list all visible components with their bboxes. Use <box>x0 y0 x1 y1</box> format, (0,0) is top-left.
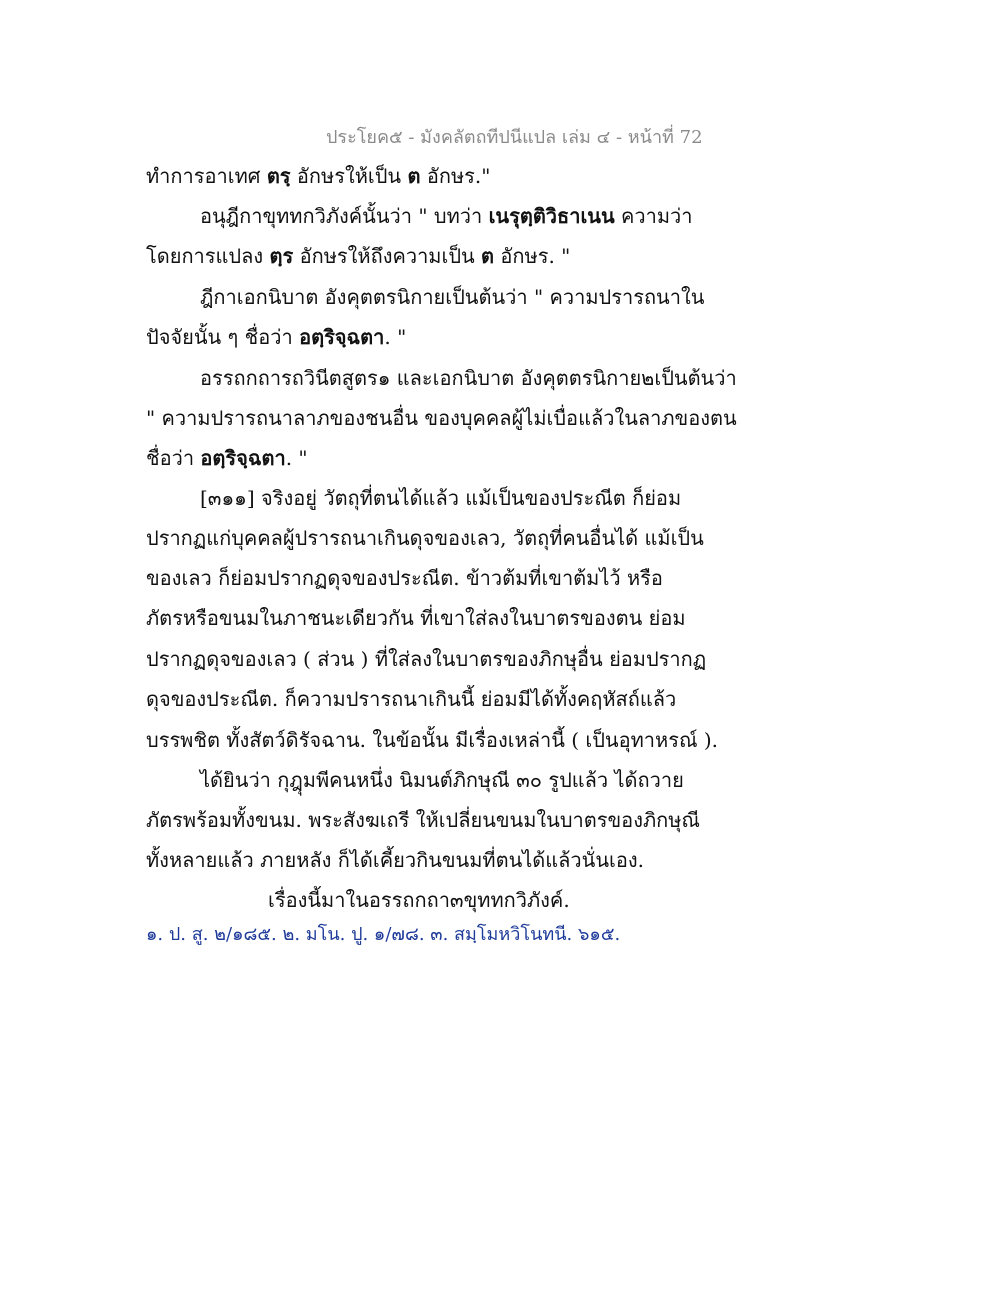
text-segment: อักษร." <box>420 164 491 188</box>
paragraph-4-line-1: อรรถกถารถวินีตสูตร๑ และเอกนิบาต อังคุตตรนิกาย๒เป็นต้นว่า <box>200 366 737 390</box>
bold-term: ต <box>481 244 495 268</box>
bold-term: เนรุตฺติวิธาเนน <box>488 204 615 228</box>
text-segment: โดยการแปลง <box>146 244 270 268</box>
paragraph-4-line-3 <box>146 444 308 472</box>
paragraph-1-line-1 <box>146 162 490 190</box>
bold-term: ตรฺ <box>266 164 291 188</box>
text-segment: อักษร. " <box>494 244 571 268</box>
paragraph-4-line-2: " ความปรารถนาลาภของชนอื่น ของบุคคลผู้ไม่เบื่อแล้วในลาภของตน <box>146 406 737 430</box>
paragraph-3-line-1: ฎีกาเอกนิบาต อังคุตตรนิกายเป็นต้นว่า " ความปรารถนาใน <box>200 285 705 309</box>
bold-term: อตฺริจฺฉตา <box>299 325 385 349</box>
text-segment: ความว่า <box>614 204 693 228</box>
text-segment: . " <box>384 325 407 349</box>
paragraph-5-line-7: บรรพชิต ทั้งสัตว์ดิรัจฉาน. ในข้อนั้น มีเรื่องเหล่านี้ ( เป็นอุทาหรณ์ ). <box>146 728 719 752</box>
paragraph-6-line-1: ได้ยินว่า กุฎุมพีคนหนึ่ง นิมนต์ภิกษุณี ๓๐ รูปแล้ว ได้ถวาย <box>200 768 684 792</box>
paragraph-2-line-2 <box>146 242 570 270</box>
paragraph-3-line-2 <box>146 323 406 351</box>
paragraph-5-line-5: ปรากฏดุจของเลว ( ส่วน ) ที่ใส่ลงในบาตรของภิกษุอื่น ย่อมปรากฏ <box>146 647 707 671</box>
text-segment: ชื่อว่า <box>146 446 201 470</box>
paragraph-6-line-3: ทั้งหลายแล้ว ภายหลัง ก็ได้เคี้ยวกินขนมที่ตนได้แล้วนั่นเอง. <box>146 848 644 872</box>
page-header: ประโยค๕ - มังคลัตถทีปนีแปล เล่ม ๔ - หน้าที่ 72 <box>326 127 703 148</box>
paragraph-5-line-1: [๓๑๑] จริงอยู่ วัตถุที่ตนได้แล้ว แม้เป็นของประณีต ก็ย่อม <box>200 486 682 510</box>
paragraph-5-line-4: ภัตรหรือขนมในภาชนะเดียวกัน ที่เขาใส่ลงในบาตรของตน ย่อม <box>146 606 686 630</box>
bold-term: ต <box>407 164 421 188</box>
text-segment: อักษรให้ถึงความเป็น <box>293 244 482 268</box>
text-segment: . " <box>285 446 308 470</box>
footnotes: ๑. ป. สู. ๒/๑๘๕. ๒. มโน. ปู. ๑/๗๘. ๓. สมฺโมหวิโนทนี. ๖๑๕. <box>146 924 621 945</box>
paragraph-6-line-2: ภัตรพร้อมทั้งขนม. พระสังฆเถรี ให้เปลี่ยนขนมในบาตรของภิกษุณี <box>146 808 700 832</box>
paragraph-5-line-6: ดุจของประณีต. ก็ความปรารถนาเกินนี้ ย่อมมีได้ทั้งคฤหัสถ์แล้ว <box>146 687 677 711</box>
paragraph-5-line-3: ของเลว ก็ย่อมปรากฏดุจของประณีต. ข้าวต้มที่เขาต้มไว้ หรือ <box>146 566 663 590</box>
paragraph-2-line-1 <box>200 202 693 230</box>
paragraph-5-line-2: ปรากฏแก่บุคคลผู้ปรารถนาเกินดุจของเลว, วัตถุที่คนอื่นได้ แม้เป็น <box>146 526 704 550</box>
bold-term: อตฺริจฺฉตา <box>200 446 286 470</box>
text-segment: อักษรให้เป็น <box>290 164 408 188</box>
bold-term: ตฺร <box>269 244 294 268</box>
paragraph-6-line-4: เรื่องนี้มาในอรรถกถา๓ขุททกวิภังค์. <box>268 888 570 912</box>
text-segment: ทำการอาเทศ <box>146 164 267 188</box>
text-segment: อนุฎีกาขุททกวิภังค์นั้นว่า " บทว่า <box>200 204 489 228</box>
text-segment: ปัจจัยนั้น ๆ ชื่อว่า <box>146 325 300 349</box>
